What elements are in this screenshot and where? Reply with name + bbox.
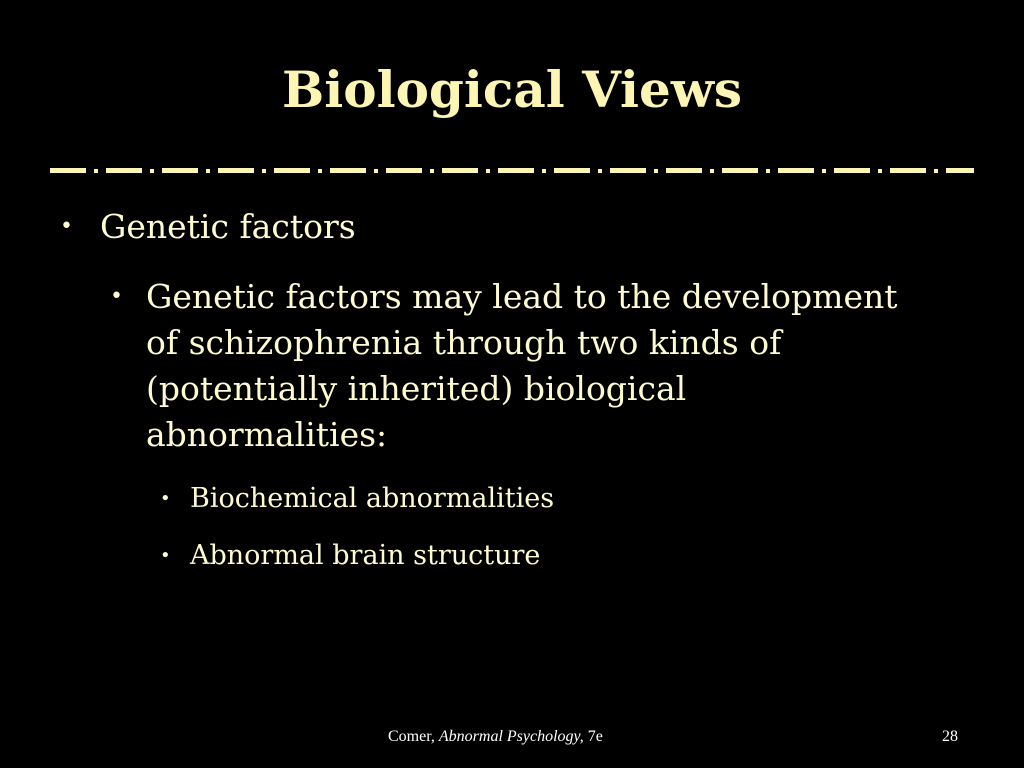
bullet-level3: [160, 482, 554, 516]
bullet-level1: [60, 206, 356, 248]
bullet-text: Genetic factors: [100, 207, 356, 246]
bullet-dot-icon: •: [160, 488, 171, 509]
footer-edition: 7e: [587, 728, 603, 745]
footer-book-title: Abnormal Psychology,: [438, 728, 584, 745]
bullet-text: Abnormal brain structure: [190, 540, 541, 571]
bullet-level2: [110, 274, 910, 458]
footer-credit: [388, 728, 603, 746]
bullet-text: Biochemical abnormalities: [190, 483, 555, 514]
bullet-text: Genetic factors may lead to the development of schizophrenia through two kinds of (potentially inherited) biological abnormalities:: [146, 277, 898, 454]
title-divider: [50, 164, 974, 178]
footer-author: Comer,: [388, 728, 435, 745]
bullet-dot-icon: •: [60, 214, 73, 239]
bullet-dot-icon: •: [110, 284, 123, 309]
bullet-level3: [160, 539, 540, 573]
page-number: 28: [942, 728, 958, 745]
slide-title: Biological Views: [281, 60, 743, 119]
bullet-dot-icon: •: [160, 545, 171, 566]
